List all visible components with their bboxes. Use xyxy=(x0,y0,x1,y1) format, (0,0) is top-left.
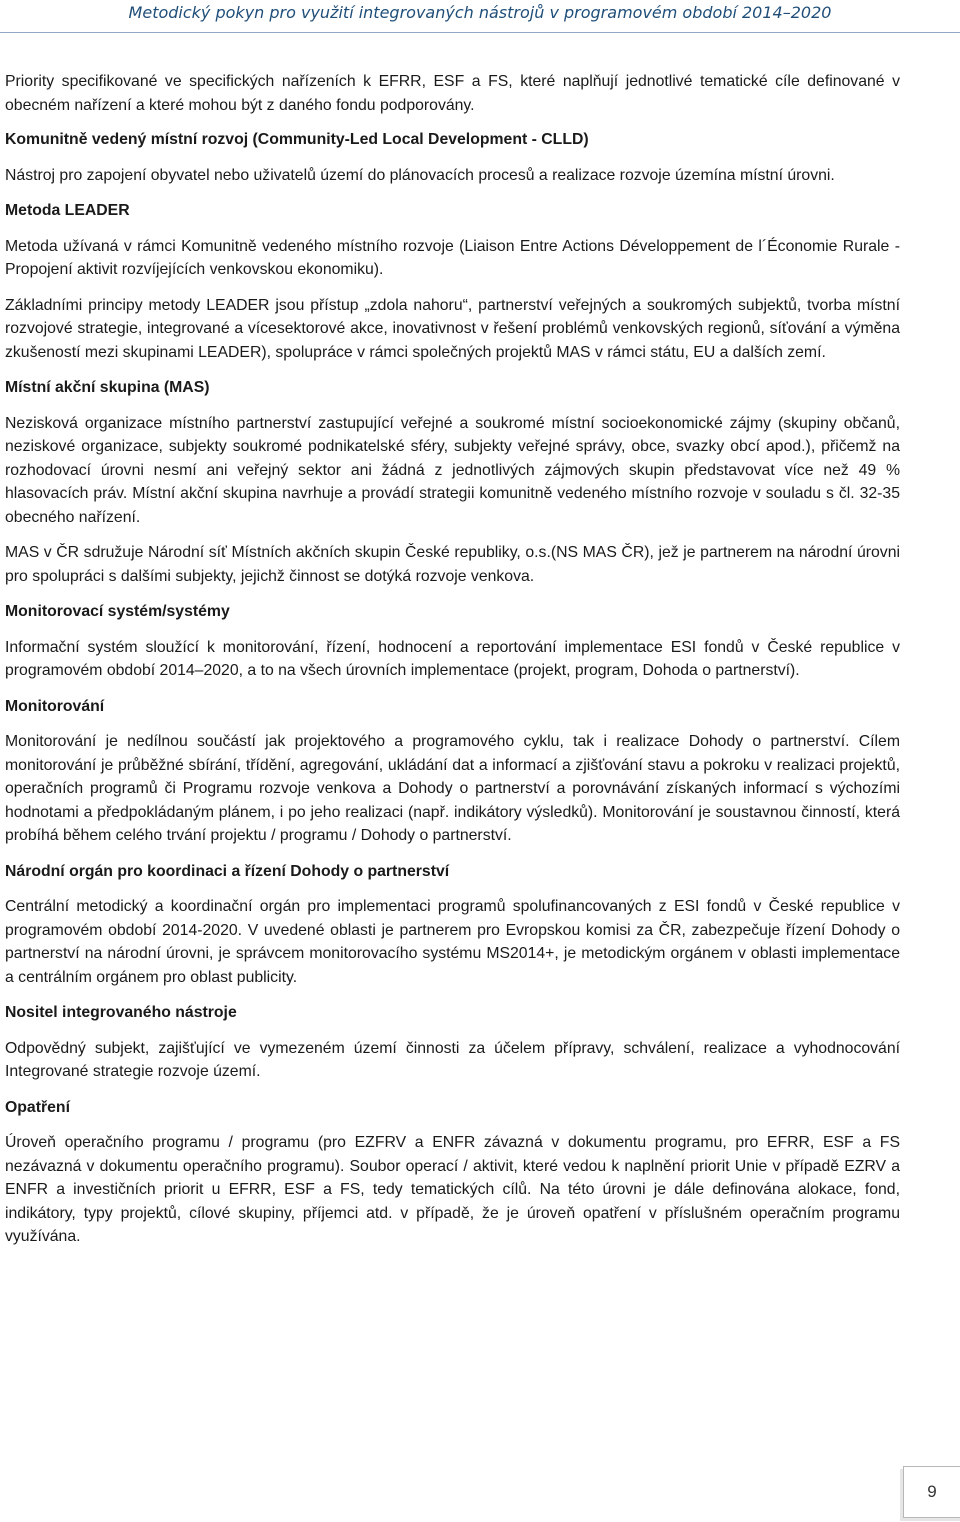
section-paragraph: Úroveň operačního programu / programu (pro EZFRV a ENFR závazná v dokumentu programu, pro EFRR, ESF a FS nezávazná v dokumentu operačního programu). Soubor operací / aktivit, které vedou k naplnění priorit Unie v případě EZRV a ENFR a investičních priorit u EFRR, ESF a FS, tedy tematických cílů. Na této úrovni je dále definována alokace, fond, indikátory, typy projektů, cílové skupiny, příjemci atd. v případě, že je úroveň opatření v příslušném operačním programu využívána. xyxy=(5,1134,900,1245)
section-heading: Komunitně vedený místní rozvoj (Community-Led Local Development - CLLD) xyxy=(5,131,589,148)
section-heading: Národní orgán pro koordinaci a řízení Dohody o partnerství xyxy=(5,862,450,880)
section-heading: Místní akční skupina (MAS) xyxy=(5,379,210,396)
section-heading: Monitorování xyxy=(5,697,105,715)
section-paragraph: Nezisková organizace místního partnerství zastupující veřejné a soukromé místní socioekonomické zájmy (skupiny občanů, neziskové organizace, subjekty soukromé podnikatelské sféry, subjekty veřejné správy, obce, svazky obcí apod.), přičemž na rozhodovací úrovni nesmí ani veřejný sektor ani žádná z jednotlivých zájmových skupin představovat více než 49 % hlasovacích práv. Místní akční skupina navrhuje a provádí strategii komunitně vedeného místního rozvoje v souladu s čl. 32-35 obecného nařízení. xyxy=(5,414,900,526)
section-paragraph: Základními principy metody LEADER jsou přístup „zdola nahoru“, partnerství veřejných a soukromých subjektů, tvorba místní rozvojové strategie, integrované a vícesektorové akce, inovativnost v řešení problémů venkovských regionů, síťování a výměna zkušeností mezi skupinami LEADER), spolupráce v rámci společných projektů MAS v rámci státu, EU a dalších zemí. xyxy=(5,296,900,361)
section-heading: Monitorovací systém/systémy xyxy=(5,603,230,620)
section-paragraph: Metoda užívaná v rámci Komunitně vedeného místního rozvoje (Liaison Entre Actions Développement de l´Économie Rurale - Propojení aktivit rozvíjejících venkovskou ekonomiku). xyxy=(5,237,900,278)
section-paragraph: Monitorování je nedílnou součástí jak projektového a programového cyklu, tak i realizace Dohody o partnerství. Cílem monitorování je průběžné sbírání, třídění, agregování, ukládání dat a informací a zjišťování stavu a pokroku v realizaci projektů, operačních programů či Programu rozvoje venkova a Dohody o partnerství a porovnávání získaných informací s výchozími hodnotami a předpokládaným plánem, i po jeho realizaci (např. indikátory výsledků). Monitorování je soustavnou činností, která probíhá během celého trvání projektu / programu / Dohody o partnerství. xyxy=(5,733,900,844)
section-paragraph: Nástroj pro zapojení obyvatel nebo uživatelů území do plánovacích procesů a realizace rozvoje územína místní úrovni. xyxy=(5,166,835,184)
document-body xyxy=(5,70,900,1261)
section-heading: Opatření xyxy=(5,1098,70,1116)
header-rule xyxy=(0,32,960,33)
running-header: Metodický pokyn pro využití integrovaných nástrojů v programovém období 2014–2020 xyxy=(128,3,832,22)
section-paragraph: Odpovědný subjekt, zajišťující ve vymezeném území činnosti za účelem přípravy, schválení, realizace a vyhodnocování Integrované strategie rozvoje území. xyxy=(5,1039,900,1080)
section-heading: Nositel integrovaného nástroje xyxy=(5,1004,237,1021)
section-paragraph: MAS v ČR sdružuje Národní síť Místních akčních skupin České republiky, o.s.(NS MAS ČR), jež je partnerem na národní úrovni pro spolupráci s dalšími subjekty, jejichž činnost se dotýká rozvoje venkova. xyxy=(5,544,900,585)
section-paragraph: Informační systém sloužící k monitorování, řízení, hodnocení a reportování implementace ESI fondů v České republice v programovém období 2014–2020, a to na všech úrovních implementace (projekt, program, Dohoda o partnerství). xyxy=(5,638,900,679)
intro-paragraph: Priority specifikované ve specifických nařízeních k EFRR, ESF a FS, které naplňují jednotlivé tematické cíle definované v obecném nařízení a které mohou být z daného fondu podporovány. xyxy=(5,73,900,114)
section-paragraph: Centrální metodický a koordinační orgán pro implementaci programů spolufinancovaných z ESI fondů v České republice v programovém období 2014-2020. V uvedené oblasti je partnerem pro Evropskou komisi za ČR, zabezpečuje řízení Dohody o partnerství na národní úrovni, je správcem monitorovacího systému MS2014+, je metodickým orgánem v oblasti implementace a centrálním orgánem pro oblast publicity. xyxy=(5,898,900,986)
section-heading: Metoda LEADER xyxy=(5,202,130,219)
page-number: 9 xyxy=(903,1466,960,1518)
